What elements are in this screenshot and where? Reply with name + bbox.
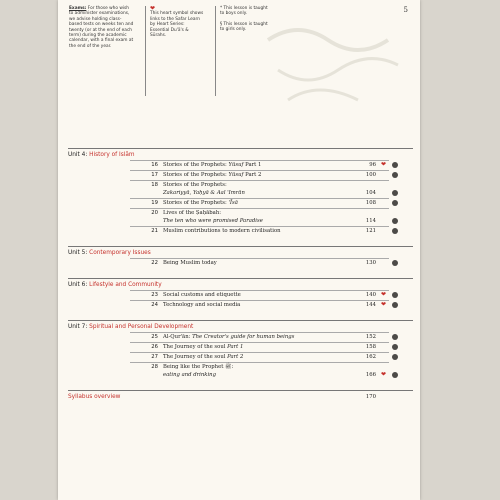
unit-section <box>68 320 413 380</box>
lesson-row[interactable] <box>68 332 413 342</box>
lesson-title <box>163 344 363 352</box>
lesson-title-italic: eating and drinking <box>163 371 216 378</box>
lesson-title-italic: The Creator's guide for human beings <box>192 334 295 340</box>
unit-section <box>68 148 413 236</box>
lesson-page-number: 144 <box>365 302 376 308</box>
lesson-title-italic: 'Īsā <box>228 200 238 206</box>
lesson-dot-icon <box>392 172 398 178</box>
unit-title <box>68 282 413 290</box>
lesson-row[interactable] <box>68 160 413 170</box>
lesson-title <box>163 364 363 379</box>
lesson-number: 27 <box>151 354 158 360</box>
lesson-page-number: 152 <box>365 334 376 340</box>
unit-section <box>68 278 413 310</box>
exams-note <box>69 6 134 49</box>
lesson-title-italic: Zakariyyā, Yaḥyā & Aal 'Imrān <box>163 189 245 196</box>
lesson-page-number: 140 <box>365 292 376 298</box>
lesson-page-number: 108 <box>365 200 376 206</box>
lesson-number: 20 <box>151 210 158 216</box>
boys-note: * This lesson is taught to boys only. <box>220 6 268 17</box>
lesson-row[interactable] <box>68 352 413 362</box>
lesson-page-number: 96 <box>369 162 376 168</box>
lesson-page-number: 158 <box>365 344 376 350</box>
lesson-title-main: Stories of the Prophets: <box>163 162 229 168</box>
lesson-row[interactable] <box>68 208 413 226</box>
lesson-row[interactable] <box>68 226 413 236</box>
lesson-title-main: Muslim contributions to modern civilisation <box>163 228 281 234</box>
lesson-title-italic: Part 1 <box>227 344 244 350</box>
heart-icon: ❤ <box>381 301 387 308</box>
heart-text: This heart symbol shows links to the Safar Learn by Heart Series: Essential Du'ā's & Sūrahs. <box>150 11 204 39</box>
syllabus-label: Syllabus overview <box>68 394 121 400</box>
lesson-title-main: Stories of the Prophets: <box>163 182 227 188</box>
lesson-page-number: 121 <box>365 228 376 234</box>
lesson-title-italic: Part 2 <box>227 354 244 360</box>
heart-icon: ❤ <box>150 5 156 12</box>
unit-title <box>68 152 413 160</box>
lesson-title <box>163 172 363 180</box>
lesson-title <box>163 210 363 225</box>
unit-name: Contemporary Issues <box>89 250 151 256</box>
lesson-dot-icon <box>392 354 398 360</box>
lesson-number: 17 <box>151 172 158 178</box>
lesson-number: 16 <box>151 162 158 168</box>
lesson-number: 24 <box>151 302 158 308</box>
lesson-dot-icon <box>392 228 398 234</box>
unit-name: Lifestyle and Community <box>89 282 162 288</box>
heart-icon: ❤ <box>381 291 387 298</box>
lesson-title-main: Stories of the Prophets: <box>163 200 229 206</box>
lesson-title-main: Stories of the Prophets: <box>163 172 229 178</box>
lesson-dot-icon <box>392 260 398 266</box>
book-page <box>58 0 420 500</box>
heart-icon: ❤ <box>381 161 387 168</box>
lesson-row[interactable] <box>68 362 413 380</box>
lesson-title <box>163 182 363 197</box>
lesson-page-number: 162 <box>365 354 376 360</box>
lesson-title-main: Al-Qur'ān: <box>163 334 193 340</box>
exams-text: For those who wish to administer examinations, we advise holding class-based tests on weeks ten and twenty (or at the end of each term) during the academic calendar, with a final exam at the end of the year. <box>69 6 134 49</box>
lesson-title-rest: Part 2 <box>243 172 262 178</box>
gender-notes <box>215 6 272 96</box>
syllabus-overview-row[interactable] <box>68 390 413 408</box>
lesson-title <box>163 228 363 236</box>
lesson-title <box>163 334 363 342</box>
unit-name: History of Islām <box>89 152 135 158</box>
lesson-title-italic: The ten who were promised Paradise <box>163 217 263 224</box>
unit-name: Spiritual and Personal Development <box>89 324 194 330</box>
lesson-title-main: The Journey of the soul <box>163 344 228 350</box>
lesson-dot-icon <box>392 344 398 350</box>
lesson-page-number: 130 <box>365 260 376 266</box>
lesson-row[interactable] <box>68 258 413 268</box>
lesson-row[interactable] <box>68 180 413 198</box>
syllabus-page-number: 170 <box>365 394 376 400</box>
unit-title <box>68 250 413 258</box>
lesson-number: 23 <box>151 292 158 298</box>
arabic-calligraphy-bleedthrough <box>258 10 408 120</box>
lesson-dot-icon <box>392 218 398 224</box>
lesson-title <box>163 260 363 268</box>
lesson-row[interactable] <box>68 170 413 180</box>
lesson-title <box>163 292 363 300</box>
lesson-page-number: 104 <box>365 190 376 196</box>
unit-section <box>68 246 413 268</box>
lesson-row[interactable] <box>68 342 413 352</box>
heart-icon: ❤ <box>381 371 387 378</box>
lesson-dot-icon <box>392 334 398 340</box>
lesson-title <box>163 302 363 310</box>
lesson-title <box>163 162 363 170</box>
lesson-page-number: 100 <box>365 172 376 178</box>
lesson-page-number: 166 <box>365 372 376 378</box>
lesson-number: 28 <box>151 364 158 370</box>
lesson-title <box>163 200 363 208</box>
lesson-dot-icon <box>392 162 398 168</box>
lesson-row[interactable] <box>68 300 413 310</box>
lesson-number: 22 <box>151 260 158 266</box>
lesson-row[interactable] <box>68 290 413 300</box>
lesson-title-rest: Part 1 <box>243 162 262 168</box>
lesson-page-number: 114 <box>365 218 376 224</box>
lesson-dot-icon <box>392 200 398 206</box>
lesson-dot-icon <box>392 292 398 298</box>
lesson-number: 18 <box>151 182 158 188</box>
lesson-title-italic: Yūsuf <box>228 172 244 178</box>
unit-title <box>68 324 413 332</box>
lesson-title-main: Lives of the Ṣaḥābah: <box>163 210 222 216</box>
unit-prefix: Unit 4: <box>68 152 90 158</box>
lesson-number: 25 <box>151 334 158 340</box>
lesson-title-main: Social customs and etiquette <box>163 292 241 298</box>
lesson-title-italic: Yūsuf <box>228 162 244 168</box>
girls-note: § This lesson is taught to girls only. <box>220 21 268 33</box>
lesson-number: 19 <box>151 200 158 206</box>
lesson-number: 21 <box>151 228 158 234</box>
unit-prefix: Unit 6: <box>68 282 90 288</box>
page-number: 5 <box>403 6 408 14</box>
table-of-contents <box>68 148 413 408</box>
lesson-dot-icon <box>392 372 398 378</box>
lesson-dot-icon <box>392 190 398 196</box>
exams-label: Exams: <box>69 6 87 11</box>
lesson-dot-icon <box>392 302 398 308</box>
lesson-title-main: Being Muslim today <box>163 260 217 266</box>
lesson-title <box>163 354 363 362</box>
lesson-number: 26 <box>151 344 158 350</box>
lesson-row[interactable] <box>68 198 413 208</box>
lesson-title-main: The Journey of the soul <box>163 354 228 360</box>
heart-note <box>145 6 204 96</box>
lesson-title-main: Being like the Prophet ﷺ: <box>163 364 234 370</box>
lesson-title-main: Technology and social media <box>163 302 241 308</box>
unit-prefix: Unit 5: <box>68 250 90 256</box>
unit-prefix: Unit 7: <box>68 324 90 330</box>
